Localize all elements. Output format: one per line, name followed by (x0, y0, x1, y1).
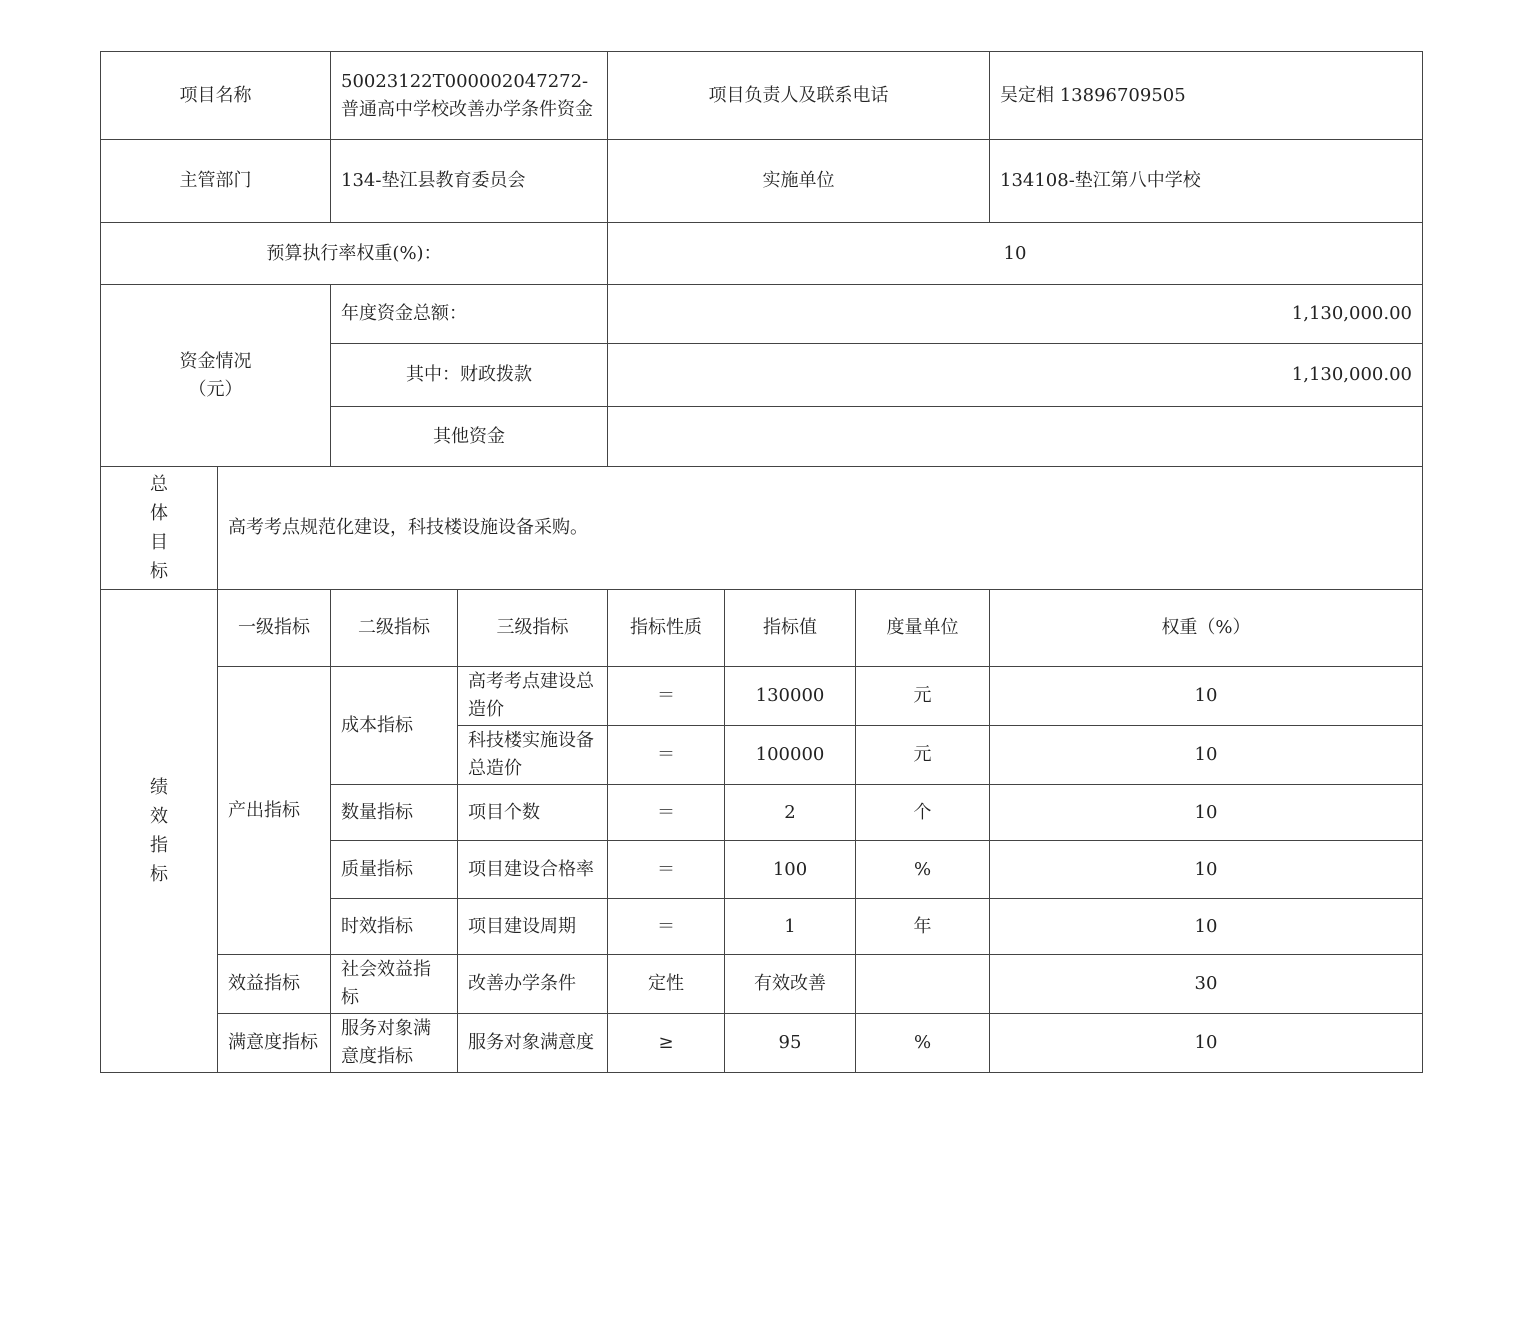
value-cell: 100000 (725, 726, 856, 785)
project-leader-value: 吴定相 13896709505 (990, 52, 1423, 140)
goal-text: 高考考点规范化建设，科技楼设施设备采购。 (218, 467, 1423, 590)
level2-service: 服务对象满意度指标 (331, 1014, 458, 1073)
nature-cell: ＝ (608, 785, 725, 841)
table-row (101, 1014, 1423, 1073)
table-row (101, 955, 1423, 1014)
value-cell: 95 (725, 1014, 856, 1073)
level3-cell: 项目个数 (458, 785, 608, 841)
unit-cell: 元 (856, 726, 990, 785)
level2-quality: 质量指标 (331, 841, 458, 899)
weight-cell: 10 (990, 726, 1423, 785)
funds-other-value (608, 407, 1423, 467)
level2-social: 社会效益指标 (331, 955, 458, 1014)
header-value: 指标值 (725, 590, 856, 667)
level2-cost: 成本指标 (331, 667, 458, 785)
funds-label: 资金情况（元） (101, 285, 331, 467)
weight-cell: 10 (990, 1014, 1423, 1073)
unit-label: 实施单位 (608, 140, 990, 223)
level1-satisfaction: 满意度指标 (218, 1014, 331, 1073)
performance-table (100, 51, 1423, 1073)
header-unit: 度量单位 (856, 590, 990, 667)
budget-weight-value: 10 (608, 223, 1423, 285)
funds-other-label: 其他资金 (331, 407, 608, 467)
nature-cell: 定性 (608, 955, 725, 1014)
header-weight: 权重（%） (990, 590, 1423, 667)
level3-cell: 高考考点建设总造价 (458, 667, 608, 726)
unit-cell: % (856, 841, 990, 899)
value-cell: 2 (725, 785, 856, 841)
goal-label: 总体目标 (101, 467, 218, 590)
level1-output: 产出指标 (218, 667, 331, 955)
performance-label: 绩效指标 (101, 590, 218, 1073)
project-leader-label: 项目负责人及联系电话 (608, 52, 990, 140)
funds-total-value: 1,130,000.00 (608, 285, 1423, 344)
dept-label: 主管部门 (101, 140, 331, 223)
unit-cell: % (856, 1014, 990, 1073)
funds-total-label: 年度资金总额： (331, 285, 608, 344)
project-name-value: 50023122T000002047272-普通高中学校改善办学条件资金 (331, 52, 608, 140)
funds-fiscal-label: 其中：财政拨款 (331, 344, 608, 407)
level3-cell: 项目建设合格率 (458, 841, 608, 899)
level2-timeliness: 时效指标 (331, 899, 458, 955)
project-name-label: 项目名称 (101, 52, 331, 140)
dept-value: 134-垫江县教育委员会 (331, 140, 608, 223)
nature-cell: ＝ (608, 841, 725, 899)
level3-cell: 服务对象满意度 (458, 1014, 608, 1073)
weight-cell: 10 (990, 899, 1423, 955)
level2-quantity: 数量指标 (331, 785, 458, 841)
value-cell: 有效改善 (725, 955, 856, 1014)
weight-cell: 30 (990, 955, 1423, 1014)
level1-benefit: 效益指标 (218, 955, 331, 1014)
nature-cell: ≥ (608, 1014, 725, 1073)
header-level3: 三级指标 (458, 590, 608, 667)
unit-cell: 元 (856, 667, 990, 726)
unit-cell: 个 (856, 785, 990, 841)
table-row (101, 667, 1423, 726)
value-cell: 130000 (725, 667, 856, 726)
level3-cell: 改善办学条件 (458, 955, 608, 1014)
funds-fiscal-value: 1,130,000.00 (608, 344, 1423, 407)
performance-target-sheet (100, 51, 1423, 1073)
unit-value: 134108-垫江第八中学校 (990, 140, 1423, 223)
header-nature: 指标性质 (608, 590, 725, 667)
nature-cell: ＝ (608, 726, 725, 785)
unit-cell: 年 (856, 899, 990, 955)
weight-cell: 10 (990, 841, 1423, 899)
header-level1: 一级指标 (218, 590, 331, 667)
nature-cell: ＝ (608, 899, 725, 955)
weight-cell: 10 (990, 785, 1423, 841)
value-cell: 1 (725, 899, 856, 955)
unit-cell (856, 955, 990, 1014)
budget-weight-label: 预算执行率权重(%)： (101, 223, 608, 285)
header-level2: 二级指标 (331, 590, 458, 667)
nature-cell: ＝ (608, 667, 725, 726)
weight-cell: 10 (990, 667, 1423, 726)
level3-cell: 项目建设周期 (458, 899, 608, 955)
value-cell: 100 (725, 841, 856, 899)
level3-cell: 科技楼实施设备总造价 (458, 726, 608, 785)
